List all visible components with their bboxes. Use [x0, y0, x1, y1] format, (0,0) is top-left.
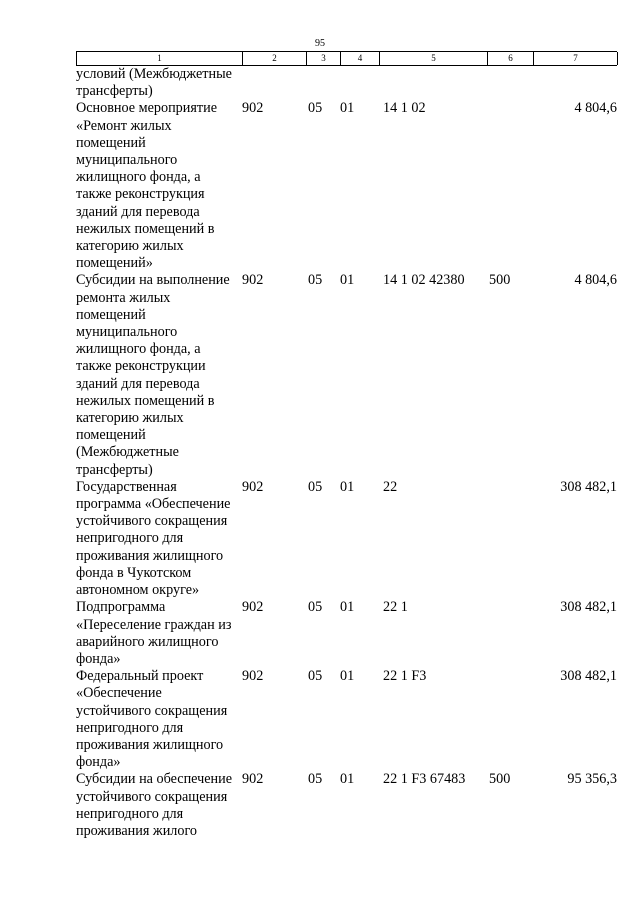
- row-amount: 308 482,1: [560, 668, 617, 685]
- row-subsection: 01: [340, 668, 355, 685]
- row-subsection: 01: [340, 599, 355, 616]
- row-section: 05: [308, 599, 323, 616]
- row-section: 05: [308, 478, 323, 495]
- row-target-article: 22 1 F3: [383, 668, 427, 685]
- row-expense-type: 500: [489, 771, 511, 788]
- row-expense-type: [487, 668, 533, 771]
- row-amount: 308 482,1: [560, 599, 617, 616]
- row-ministry-code: 902: [242, 478, 264, 495]
- row-ministry-code: 902: [242, 668, 264, 685]
- row-amount: [533, 66, 617, 100]
- row-ministry-code: 902: [242, 100, 264, 117]
- row-target-article: 14 1 02 42380: [383, 272, 465, 289]
- table-row: [76, 100, 617, 272]
- header-col-6: 6: [488, 52, 534, 65]
- row-expense-type: [487, 66, 533, 100]
- row-amount: 4 804,6: [574, 100, 617, 117]
- row-amount: 4 804,6: [574, 272, 617, 289]
- row-target-article: 14 1 02: [383, 100, 426, 117]
- table-row: [76, 66, 617, 100]
- row-subsection: [340, 66, 379, 100]
- row-target-article: [379, 66, 487, 100]
- row-ministry-code: [242, 66, 306, 100]
- table-row: [76, 668, 617, 771]
- row-name: Федеральный проект «Обеспечение устойчивого сокращения непригодного для проживания жилищного фонда»: [76, 668, 228, 771]
- header-col-1: 1: [77, 52, 243, 65]
- page-number: 95: [315, 38, 325, 49]
- row-amount: 95 356,3: [567, 771, 617, 788]
- row-expense-type: [487, 100, 533, 272]
- row-expense-type: 500: [489, 272, 511, 289]
- row-name: Государственная программа «Обеспечение устойчивого сокращения непригодного для проживания жилищного фонда в Чукотском автономном округе»: [76, 478, 231, 599]
- row-target-article: 22 1 F3 67483: [383, 771, 466, 788]
- row-section: 05: [308, 771, 323, 788]
- row-amount: 308 482,1: [560, 478, 617, 495]
- row-subsection: 01: [340, 272, 355, 289]
- table-row: [76, 272, 617, 478]
- table-row: [76, 479, 617, 599]
- budget-table: [76, 51, 617, 840]
- row-target-article: 22: [383, 478, 398, 495]
- row-name: условий (Межбюджетные трансферты): [76, 66, 232, 100]
- header-col-5: 5: [380, 52, 488, 65]
- row-target-article: 22 1: [383, 599, 408, 616]
- row-section: 05: [308, 272, 323, 289]
- row-ministry-code: 902: [242, 599, 264, 616]
- row-subsection: 01: [340, 478, 355, 495]
- row-name: Субсидии на выполнение ремонта жилых помещений муниципального жилищного фонда, а также реконструкции зданий для перевода нежилых помещений в категорию жилых помещений (Межбюджетные трансферты): [76, 272, 230, 478]
- row-expense-type: [487, 599, 533, 668]
- row-expense-type: [487, 479, 533, 599]
- header-col-2: 2: [243, 52, 307, 65]
- row-subsection: 01: [340, 771, 355, 788]
- row-section: 05: [308, 668, 323, 685]
- row-section: 05: [308, 100, 323, 117]
- header-col-4: 4: [341, 52, 380, 65]
- row-ministry-code: 902: [242, 272, 264, 289]
- table-header-row: [76, 51, 617, 66]
- header-col-3: 3: [307, 52, 341, 65]
- row-name: Подпрограмма «Переселение граждан из аварийного жилищного фонда»: [76, 599, 232, 667]
- row-section: [306, 66, 340, 100]
- table-row: [76, 599, 617, 668]
- row-subsection: 01: [340, 100, 355, 117]
- row-ministry-code: 902: [242, 771, 264, 788]
- row-name: Субсидии на обеспечение устойчивого сокращения непригодного для проживания жилого: [76, 771, 233, 839]
- header-col-7: 7: [534, 52, 618, 65]
- row-name: Основное мероприятие «Ремонт жилых помещений муниципального жилищного фонда, а также реконструкция зданий для перевода нежилых помещений в категорию жилых помещений»: [76, 100, 217, 272]
- table-row: [76, 771, 617, 840]
